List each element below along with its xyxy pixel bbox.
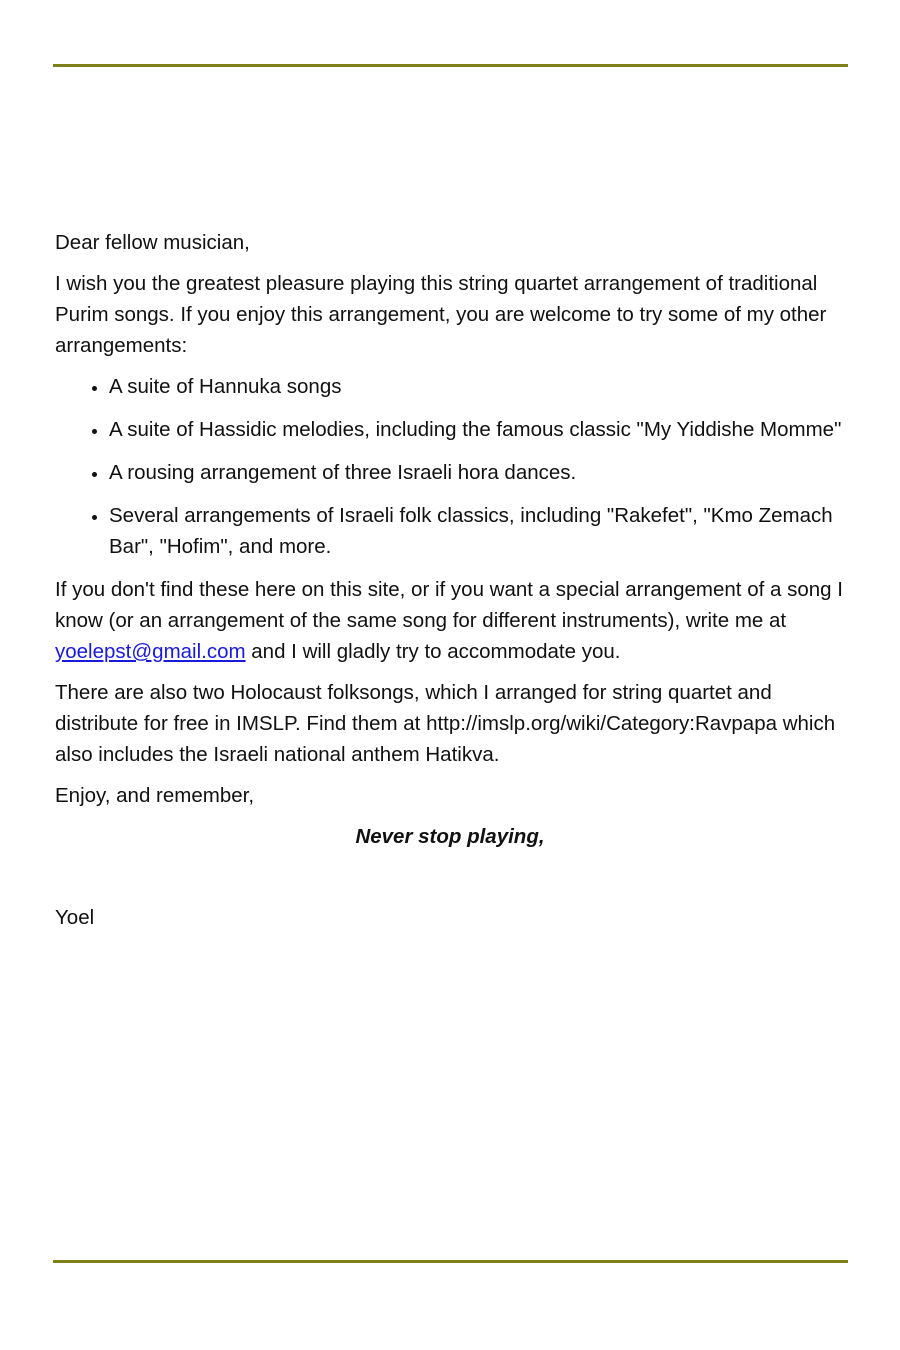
arrangements-list [55,371,845,562]
list-item: • A suite of Hassidic melodies, including the famous classic "My Yiddishe Momme" [109,414,845,445]
intro-paragraph: I wish you the greatest pleasure playing this string quartet arrangement of traditional Purim songs. If you enjoy this arrangement, you are welcome to try some of my other arrangements: [55,272,827,357]
contact-paragraph [55,574,845,667]
contact-text-before: If you don't find these here on this site, or if you want a special arrangement of a song I know (or an arrangement of the same song for different instruments), write me at [55,578,843,632]
closing-line: Never stop playing, [355,825,545,848]
email-link[interactable]: yoelepst@gmail.com [55,640,246,663]
greeting: Dear fellow musician, [55,231,250,254]
top-divider [53,64,848,67]
list-item: • A rousing arrangement of three Israeli hora dances. [109,457,845,488]
holocaust-paragraph: There are also two Holocaust folksongs, which I arranged for string quartet and distribute for free in IMSLP. Find them at http://imslp.org/wiki/Category:Ravpapa which also includes the Israeli national anthem Hatikva. [55,681,836,766]
bottom-divider [53,1260,848,1263]
list-item: • A suite of Hannuka songs [109,371,845,402]
signature: Yoel [55,906,95,929]
list-item: • Several arrangements of Israeli folk classics, including "Rakefet", "Kmo Zemach Bar", "Hofim", and more. [109,500,845,562]
enjoy-line: Enjoy, and remember, [55,784,255,807]
contact-text-after: and I will gladly try to accommodate you. [245,640,621,663]
letter-body [55,227,845,943]
